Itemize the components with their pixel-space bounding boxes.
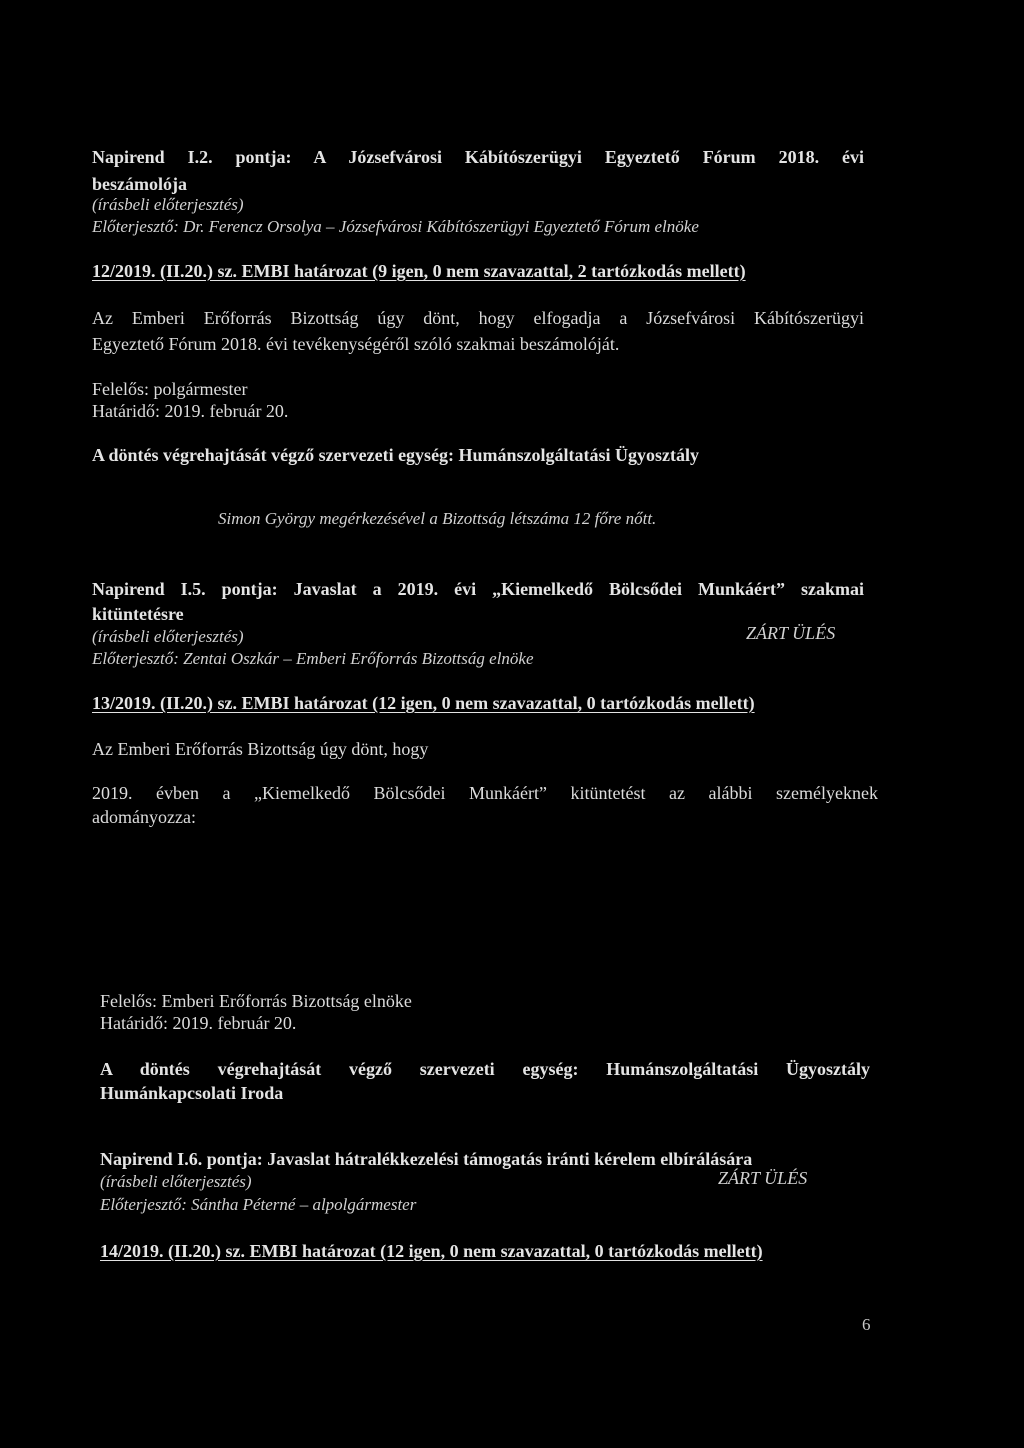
closed-session-2: ZÁRT ÜLÉS [746, 623, 836, 643]
responsible-2: Felelős: Emberi Erőforrás Bizottság elnöke [100, 991, 412, 1011]
deadline-1: Határidő: 2019. február 20. [92, 401, 289, 421]
decision-2-line1: Az Emberi Erőforrás Bizottság úgy dönt, hogy [92, 739, 429, 759]
resolution-12: 12/2019. (II.20.) sz. EMBI határozat (9 igen, 0 nem szavazattal, 2 tartózkodás mellett) [92, 261, 746, 281]
closed-session-3: ZÁRT ÜLÉS [718, 1168, 808, 1188]
agenda-presenter-1: Előterjesztő: Dr. Ferencz Orsolya – Józsefvárosi Kábítószerügyi Egyeztető Fórum elnöke [92, 217, 699, 236]
agenda-presenter-2: Előterjesztő: Zentai Oszkár – Emberi Erőforrás Bizottság elnöke [92, 649, 534, 668]
award-line2: adományozza: [92, 807, 196, 827]
agenda-heading-2-line1: Napirend I.5. pontja: Javaslat a 2019. évi „Kiemelkedő Bölcsődei Munkáért” szakmai [92, 579, 864, 599]
deadline-2: Határidő: 2019. február 20. [100, 1013, 297, 1033]
attendance-note: Simon György megérkezésével a Bizottság létszáma 12 főre nőtt. [218, 509, 657, 528]
page-number: 6 [862, 1315, 871, 1334]
agenda-heading-1-line2: beszámolója [92, 174, 187, 194]
agenda-heading-2-line2: kitüntetésre [92, 604, 184, 624]
executing-unit-2-line2: Humánkapcsolati Iroda [100, 1083, 284, 1103]
agenda-note-2: (írásbeli előterjesztés) [92, 627, 244, 646]
agenda-heading-3: Napirend I.6. pontja: Javaslat hátralékkezelési támogatás iránti kérelem elbírálására [100, 1149, 753, 1169]
agenda-note-1: (írásbeli előterjesztés) [92, 195, 244, 214]
resolution-13: 13/2019. (II.20.) sz. EMBI határozat (12 igen, 0 nem szavazattal, 0 tartózkodás mellett) [92, 693, 755, 713]
responsible-1: Felelős: polgármester [92, 379, 248, 399]
resolution-14: 14/2019. (II.20.) sz. EMBI határozat (12 igen, 0 nem szavazattal, 0 tartózkodás mellett) [100, 1241, 763, 1261]
agenda-note-3: (írásbeli előterjesztés) [100, 1172, 252, 1191]
agenda-presenter-3: Előterjesztő: Sántha Péterné – alpolgármester [100, 1195, 417, 1214]
decision-1-line2: Egyeztető Fórum 2018. évi tevékenységéről szóló szakmai beszámolóját. [92, 334, 620, 354]
award-line1: 2019. évben a „Kiemelkedő Bölcsődei Munkáért” kitüntetést az alábbi személyeknek [92, 783, 878, 803]
executing-unit-1: A döntés végrehajtását végző szervezeti egység: Humánszolgáltatási Ügyosztály [92, 445, 700, 465]
decision-1-line1: Az Emberi Erőforrás Bizottság úgy dönt, hogy elfogadja a Józsefvárosi Kábítószerügyi [92, 308, 864, 328]
agenda-heading-1-line1: Napirend I.2. pontja: A Józsefvárosi Kábítószerügyi Egyeztető Fórum 2018. évi [92, 147, 864, 167]
executing-unit-2-line1: A döntés végrehajtását végző szervezeti egység: Humánszolgáltatási Ügyosztály [100, 1059, 870, 1079]
